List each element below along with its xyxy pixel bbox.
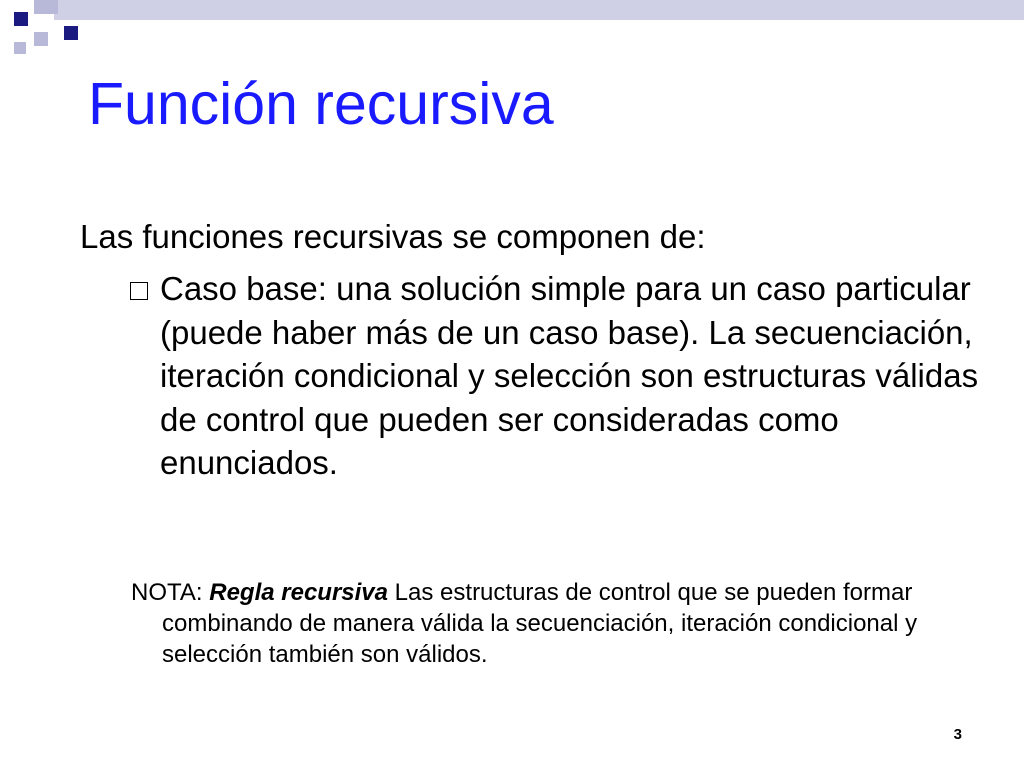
square-bullet-icon: [130, 282, 148, 300]
slide-corner-decoration: [0, 0, 1024, 60]
note-rule-term: Regla recursiva: [209, 579, 389, 606]
note-prefix: NOTA:: [131, 579, 210, 606]
bullet-text: Caso base: una solución simple para un caso particular (puede haber más de un caso base). La secuenciación, iteración condicional y selección son estructuras válidas de control que pueden ser consideradas como enunciados.: [160, 270, 979, 481]
bullet-item-caso-base: [130, 267, 990, 485]
note-text: Las estructuras de control que se pueden formar combinando de manera válida la secuenciación, iteración condicional y selección también son válidos.: [162, 579, 918, 668]
lead-paragraph: Las funciones recursivas se componen de:: [80, 218, 706, 255]
note-paragraph: [131, 577, 1022, 670]
page-number: 3: [953, 726, 962, 743]
slide-title: Función recursiva: [88, 71, 554, 137]
